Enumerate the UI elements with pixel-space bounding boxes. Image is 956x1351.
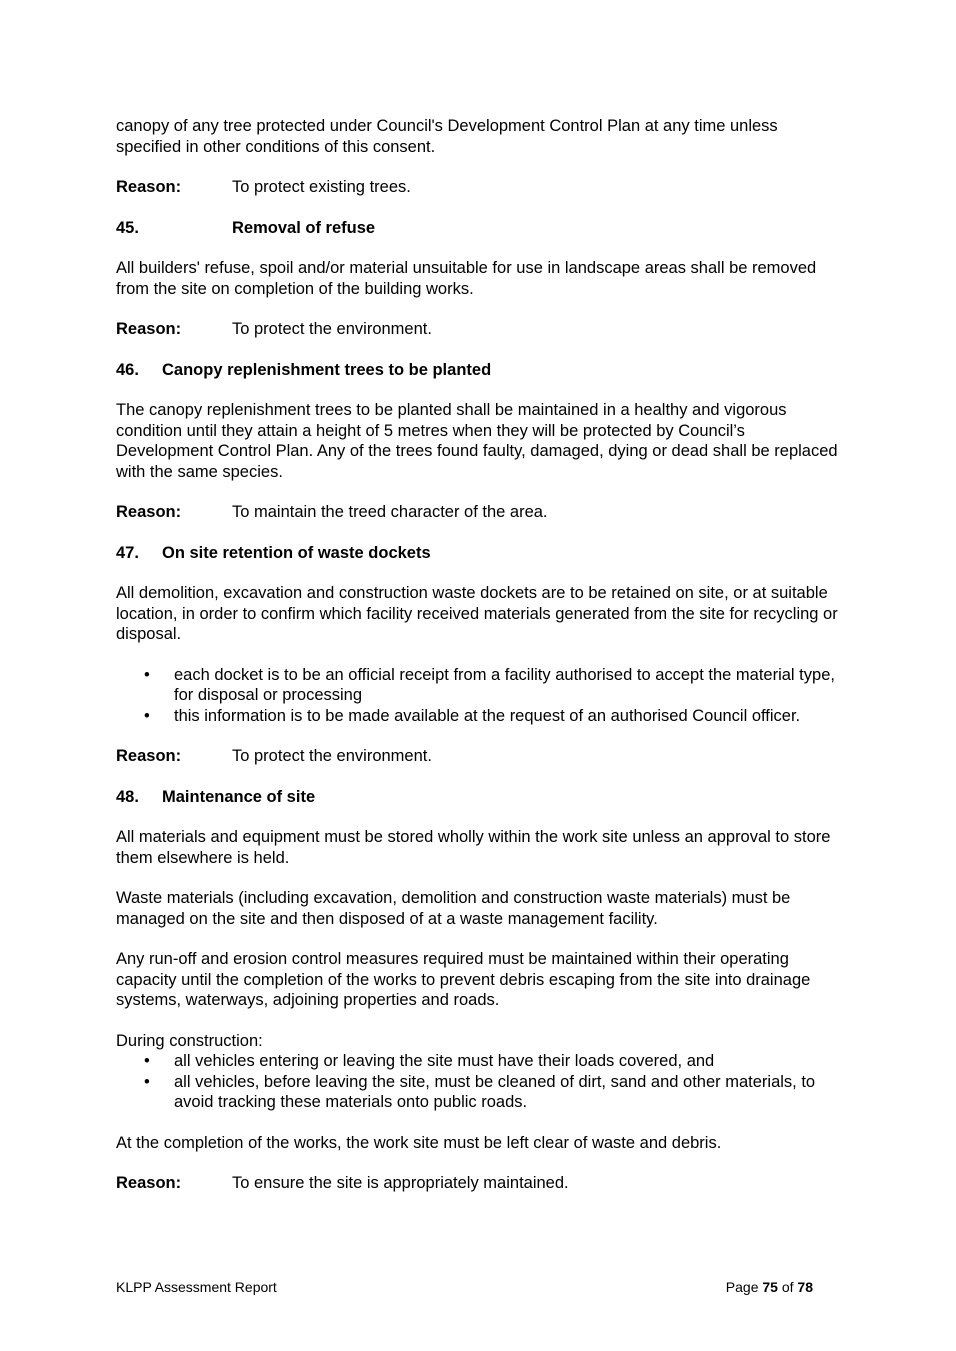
section-number: 48. — [116, 787, 139, 806]
section-heading-46 — [116, 360, 844, 381]
section-number: 47. — [116, 543, 139, 562]
list-item — [116, 706, 844, 727]
footer-report-title: KLPP Assessment Report — [116, 1279, 277, 1295]
reason-text: To ensure the site is appropriately maintained. — [232, 1174, 569, 1192]
page-total: 78 — [797, 1279, 813, 1295]
list-item — [116, 1051, 844, 1072]
reason-text: To protect the environment. — [232, 320, 432, 338]
section-paragraph: Any run-off and erosion control measures required must be maintained within their operating capacity until the completion of the works to prevent debris escaping from the site into drainage systems, waterways, adjoining properties and roads. — [116, 950, 811, 1009]
section-title: Removal of refuse — [232, 218, 376, 237]
reason-row — [116, 177, 844, 198]
section-paragraph: At the completion of the works, the work site must be left clear of waste and debris. — [116, 1133, 722, 1152]
document-body — [116, 116, 844, 1214]
reason-row — [116, 1173, 844, 1194]
section-title: On site retention of waste dockets — [162, 543, 431, 562]
section-paragraph: All materials and equipment must be stored wholly within the work site unless an approval to store them elsewhere is held. — [116, 828, 831, 867]
list-item-text: all vehicles entering or leaving the site must have their loads covered, and — [174, 1052, 715, 1070]
reason-label: Reason: — [116, 747, 182, 765]
section-title: Maintenance of site — [162, 787, 316, 806]
reason-label: Reason: — [116, 178, 182, 196]
list-item-text: all vehicles, before leaving the site, must be cleaned of dirt, sand and other materials, to avoid tracking these materials onto public roads. — [174, 1072, 816, 1111]
list-item-text: each docket is to be an official receipt from a facility authorised to accept the material type, for disposal or processing — [174, 665, 835, 704]
reason-label: Reason: — [116, 1174, 182, 1192]
section-heading-45 — [116, 218, 844, 239]
section-heading-48 — [116, 787, 844, 808]
reason-text: To protect the environment. — [232, 747, 432, 765]
reason-text: To maintain the treed character of the area. — [232, 503, 548, 521]
section-paragraph: All builders' refuse, spoil and/or material unsuitable for use in landscape areas shall be removed from the site on completion of the building works. — [116, 259, 817, 298]
list-item — [116, 665, 844, 706]
reason-label: Reason: — [116, 503, 182, 521]
section-paragraph: All demolition, excavation and construction waste dockets are to be retained on site, or at suitable location, in order to confirm which facility received materials generated from the site for recycling or disposal. — [116, 584, 838, 643]
section-paragraph: The canopy replenishment trees to be planted shall be maintained in a healthy and vigorous condition until they attain a height of 5 metres when they will be protected by Council’s Development Control Plan. Any of the trees found faulty, damaged, dying or dead shall be replaced with the same species. — [116, 401, 838, 481]
section-number: 46. — [116, 360, 139, 379]
reason-label: Reason: — [116, 320, 182, 338]
reason-row — [116, 319, 844, 340]
page-current: 75 — [762, 1279, 778, 1295]
page-footer — [116, 1277, 813, 1298]
section-number: 45. — [116, 218, 139, 237]
bullet-icon: • — [144, 1052, 150, 1070]
bullet-icon: • — [144, 665, 150, 684]
bullet-icon: • — [144, 706, 150, 725]
bullet-list — [116, 665, 844, 727]
bullet-list — [116, 1051, 844, 1113]
bullet-icon: • — [144, 1072, 150, 1091]
section-heading-47 — [116, 543, 844, 564]
reason-text: To protect existing trees. — [232, 178, 411, 196]
intro-paragraph: canopy of any tree protected under Council's Development Control Plan at any time unless specified in other conditions of this consent. — [116, 117, 778, 156]
section-paragraph: Waste materials (including excavation, demolition and construction waste materials) must be managed on the site and then disposed of at a waste management facility. — [116, 889, 791, 928]
list-item — [116, 1072, 844, 1113]
section-paragraph: During construction: — [116, 1031, 263, 1050]
reason-row — [116, 502, 844, 523]
page-prefix: Page — [725, 1279, 759, 1295]
page-of: of — [781, 1279, 794, 1295]
page-number — [726, 1277, 813, 1298]
reason-row — [116, 746, 844, 767]
list-item-text: this information is to be made available at the request of an authorised Council officer. — [174, 706, 801, 725]
section-title: Canopy replenishment trees to be planted — [162, 360, 492, 379]
